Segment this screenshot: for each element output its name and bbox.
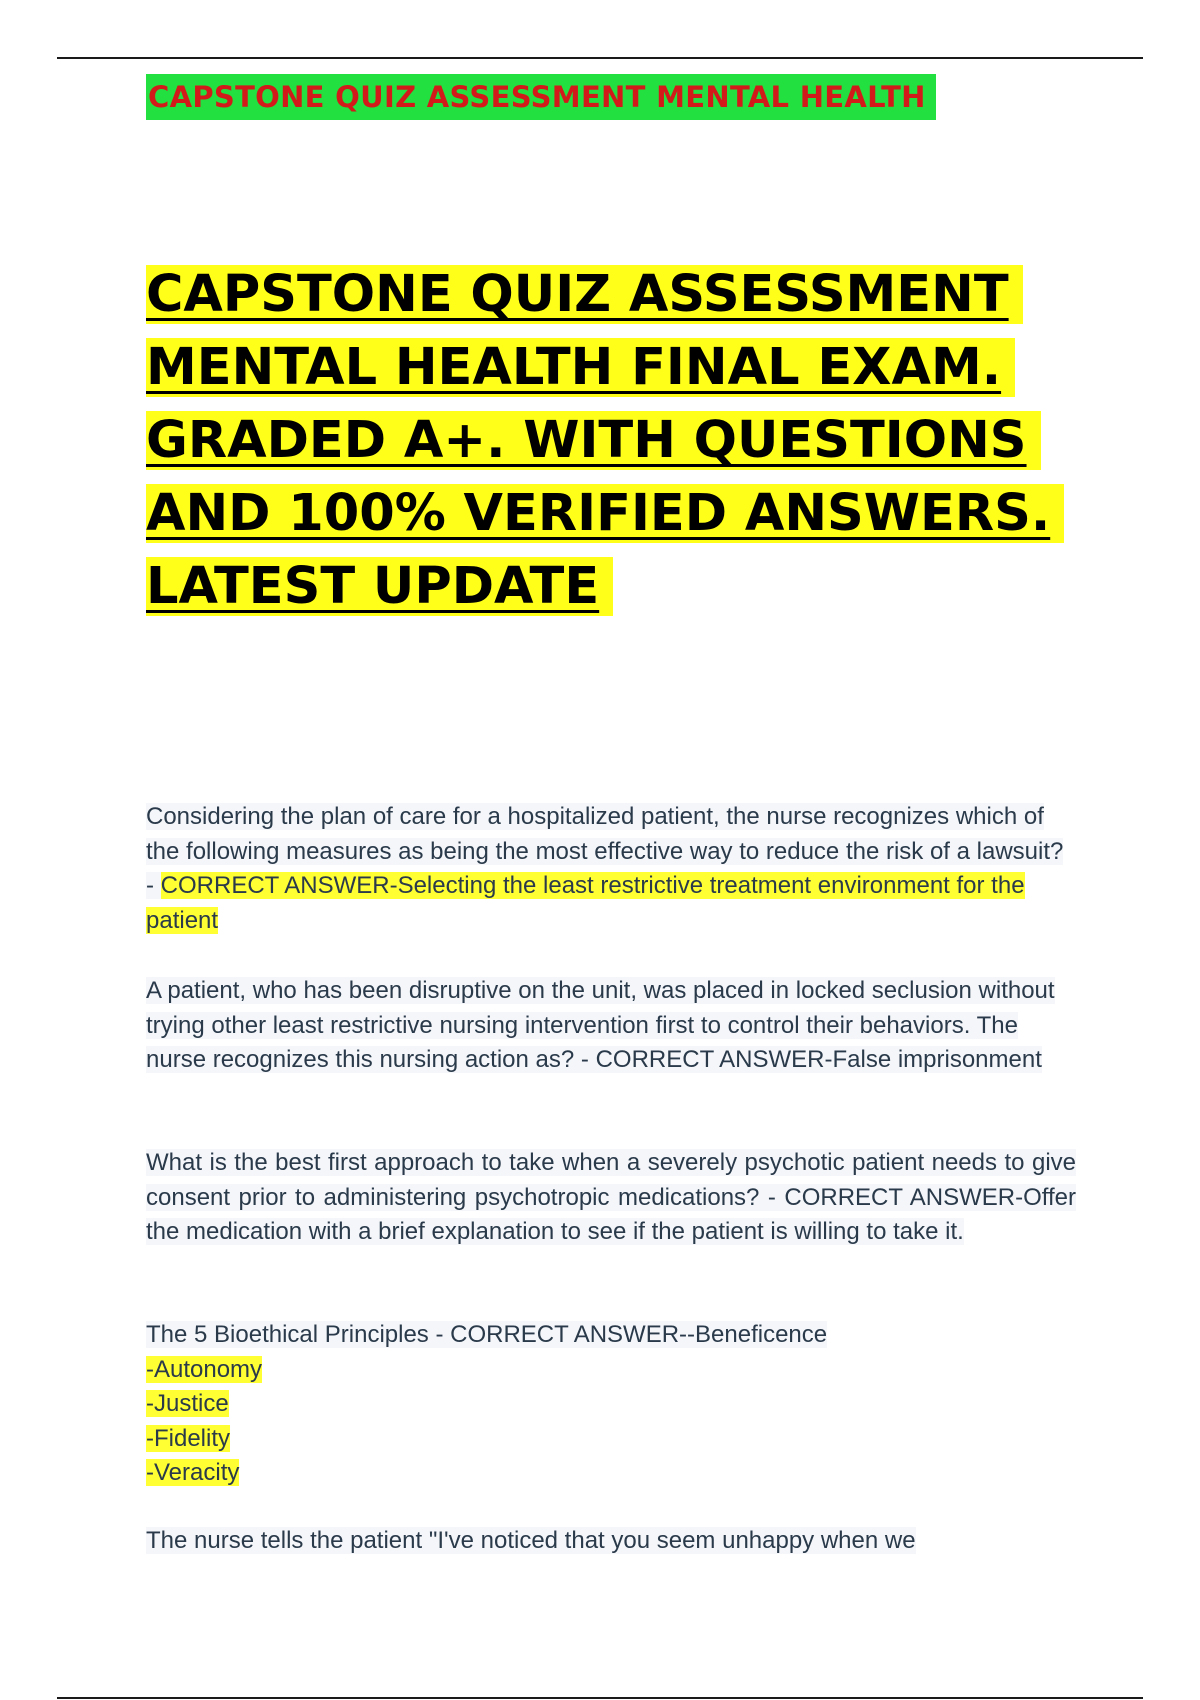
question-text: What is the best first approach to take when a severely psychotic patient needs to give consent prior to administering psychotropic medications? - CORRECT ANSWER-Offer the medication with a brief explanation to see if the patient is willing to take it. — [146, 1149, 1076, 1245]
question-text: The nurse tells the patient "I've noticed that you seem unhappy when we — [146, 1527, 916, 1554]
principle-item: -Autonomy — [146, 1355, 263, 1383]
qa-item — [146, 1318, 1076, 1491]
qa-item — [146, 1524, 1076, 1559]
principle-item: -Fidelity — [146, 1424, 231, 1452]
question-text: A patient, who has been disruptive on the unit, was placed in locked seclusion without trying other least restrictive nursing intervention first to control their behaviors. The nurse recognizes this nursing action as? - CORRECT ANSWER-False imprisonment — [146, 977, 1055, 1073]
qa-item — [146, 1146, 1076, 1250]
principle-item: -Veracity — [146, 1459, 240, 1486]
qa-item — [146, 974, 1076, 1078]
title-line: AND 100% VERIFIED ANSWERS. — [146, 484, 1064, 543]
document-title — [146, 258, 1086, 623]
question-text: Considering the plan of care for a hospitalized patient, the nurse recognizes which of the following measures as being the most effective way to reduce the risk of a lawsuit? - — [146, 803, 1064, 899]
bottom-divider — [57, 1697, 1143, 1699]
principle-item: -Justice — [146, 1390, 229, 1417]
answer-text: CORRECT ANSWER-Selecting the least restrictive treatment environment for the patient — [146, 872, 1025, 934]
title-line: GRADED A+. WITH QUESTIONS — [146, 411, 1041, 470]
top-divider — [57, 57, 1143, 59]
question-text: The 5 Bioethical Principles - CORRECT ANSWER--Beneficence — [146, 1321, 828, 1348]
title-line: MENTAL HEALTH FINAL EXAM. — [146, 338, 1015, 397]
qa-item — [146, 800, 1076, 938]
title-line: LATEST UPDATE — [146, 557, 613, 616]
header-title: CAPSTONE QUIZ ASSESSMENT MENTAL HEALTH — [146, 74, 936, 120]
title-line: CAPSTONE QUIZ ASSESSMENT — [146, 265, 1023, 324]
